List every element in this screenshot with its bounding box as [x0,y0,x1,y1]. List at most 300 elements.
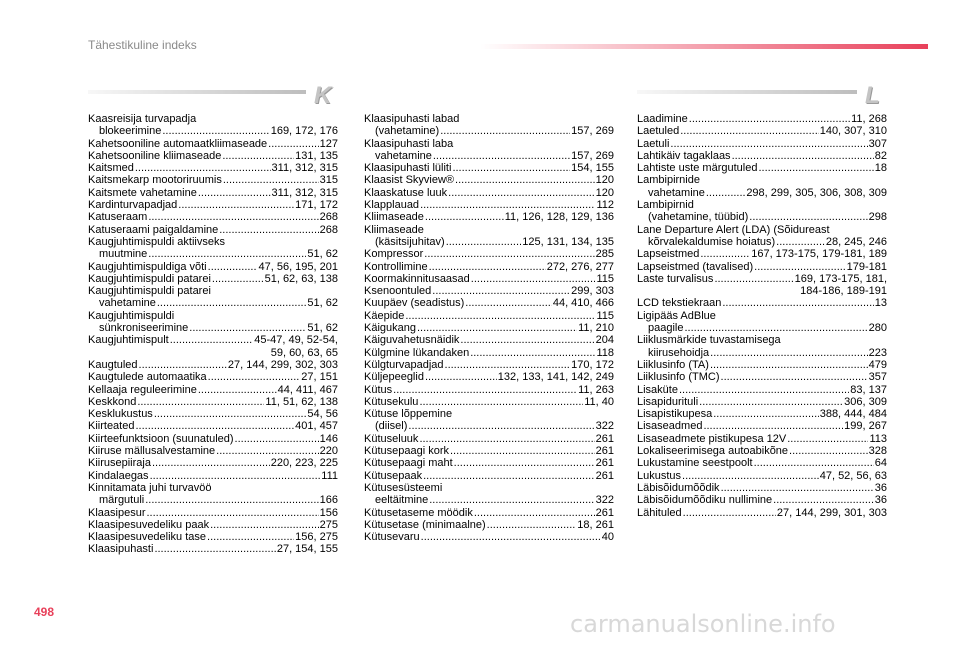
index-entry-term: vahetamine [375,149,432,162]
index-entry [364,162,614,174]
dot-leader [423,470,595,482]
index-entry-term: Kaugtulede automaatika [88,371,207,384]
dot-leader [700,248,750,260]
dot-leader [713,408,818,420]
index-entry [88,396,338,408]
index-entry-term: Kindalaegas [88,469,149,482]
index-entry-pages: 169, 173-175, 181, [794,272,887,285]
index-entry [637,297,887,309]
index-entry-pages: 311, 312, 315 [271,186,338,199]
dot-leader [683,507,776,519]
index-entry [637,199,887,211]
index-entry [364,482,614,494]
dot-leader [454,457,595,469]
dot-leader [465,297,552,309]
index-entry-pages: 299, 303 [571,285,614,298]
dot-leader [689,113,850,125]
index-entry-term: Koormakinnitusaasad [364,272,470,285]
index-entry [364,297,614,309]
index-entry-term: Liiklusinfo (TMC) [637,371,720,384]
index-entry-term: Kahetsooniline automaatkliimaseade [88,137,268,150]
index-entry-term: Lukustus [637,469,682,482]
index-entry-term: (vahetamine) [375,125,440,138]
dot-leader [487,519,577,531]
index-entry-pages: 307 [868,137,887,150]
dot-leader [222,150,294,162]
index-entry-pages: 36 [874,494,887,507]
dot-leader [471,273,596,285]
index-entry-term: Kiiruse mällusalvestamine [88,445,216,458]
index-entry-pages: 156 [319,506,338,519]
dot-leader [758,162,873,174]
index-entry [364,420,614,432]
index-entry-pages: 11, 263 [578,383,614,396]
index-entry [637,457,887,469]
dot-leader [721,371,868,383]
index-entry-pages: 261 [595,469,614,482]
index-column-l-1 [364,113,614,543]
index-entry [364,310,614,322]
index-entry-term: Kinnitamata juhi turvavöö [88,481,212,494]
index-entry-term: Kaugjuhtimispuldi aktiivseks [88,235,225,248]
index-entry-pages: 11, 51, 62, 138 [265,395,338,408]
index-entry-term: Lane Departure Alert (LDA) (Sõidureast [637,223,830,236]
index-entry-term: Kütusesüsteemi [364,481,443,494]
index-entry-pages: 44, 410, 466 [552,297,614,310]
index-entry-pages: 11, 268 [851,113,887,125]
index-entry-term: Lahtikäiv tagaklaas [637,149,731,162]
dot-leader [429,494,594,506]
index-entry-pages: 47, 52, 56, 63 [819,469,887,482]
index-entry-pages: 45-47, 49, 52-54, [254,334,338,347]
index-entry-pages: 82 [874,149,887,162]
dot-leader [419,396,583,408]
index-entry [88,371,338,383]
index-entry-pages: 268 [319,211,338,224]
index-entry [637,138,887,150]
section-letter-l: L [865,82,880,109]
index-entry [88,507,338,519]
index-entry-pages: 166 [319,494,338,507]
index-entry-term: Klaaskatuse luuk [364,186,448,199]
dot-leader [754,261,845,273]
index-entry-term: vahetamine [99,297,156,310]
index-entry-pages: 220 [319,445,338,458]
dot-leader [148,248,306,260]
index-entry [637,125,887,137]
index-entry [88,273,338,285]
index-entry [364,187,614,199]
index-entry [88,199,338,211]
index-entry-term: Lambipirnide [637,174,700,187]
index-entry [364,494,614,506]
index-entry [88,248,338,260]
index-entry-term: Lisapidurituli [637,395,699,408]
index-entry [637,211,887,223]
index-entry-pages: 27, 144, 299, 302, 303 [227,358,338,371]
index-entry [364,285,614,297]
dot-leader [170,334,253,346]
index-entry-pages: 268 [319,223,338,236]
index-entry-pages: 322 [595,494,614,507]
index-entry-pages: 51, 62 [307,297,338,310]
dot-leader [776,236,825,248]
dot-leader [393,384,577,396]
index-entry-term: vahetamine [648,186,705,199]
dot-leader [680,125,818,137]
index-entry [637,113,887,125]
index-entry-pages: 51, 62, 63, 138 [264,272,338,285]
index-entry [88,433,338,445]
index-entry-term: Kiirteefunktsioon (suunatuled) [88,432,234,445]
index-entry [637,310,887,322]
index-entry-pages: 40 [601,531,614,544]
index-entry-term: Käepide [364,309,405,322]
index-entry [364,470,614,482]
index-entry-pages: 11, 210 [578,322,614,335]
index-entry-term: Klaasipuhasti laba [364,137,454,150]
index-entry-pages: 167, 173-175, 179-181, 189 [751,248,887,261]
page-header-title: Tähestikuline indeks [88,38,197,52]
index-entry [637,396,887,408]
index-entry-term: Katuseraami paigaldamine [88,223,219,236]
index-entry-pages: 131, 135 [295,149,338,162]
index-entry [88,519,338,531]
index-entry [88,322,338,334]
index-entry-term: Lisaküte [637,383,678,396]
index-entry [88,138,338,150]
index-entry-term: Ksenoontuled [364,285,432,298]
dot-leader [433,150,570,162]
index-entry-term: Lokaliseerimisega autoabikõne [637,445,789,458]
section-letter-k: K [314,82,332,109]
index-column-l-2 [637,113,887,519]
index-entry-term: Läbisõidumõõdik [637,481,720,494]
index-entry [88,445,338,457]
index-entry [88,187,338,199]
index-entry-pages: 18, 261 [577,518,614,531]
index-entry-pages: 28, 245, 246 [825,235,887,248]
dot-leader [421,531,601,543]
index-entry-pages: 388, 444, 484 [819,408,887,421]
dot-leader [162,125,269,137]
index-entry-pages: 315 [319,174,338,187]
dot-leader [405,310,595,322]
index-entry-term: Külgturvapadjad [364,358,444,371]
index-entry [364,248,614,260]
index-entry-term: Külgmine lükandaken [364,346,470,359]
index-entry-term: (diisel) [375,420,408,433]
dot-leader [408,420,594,432]
index-entry [364,125,614,137]
dot-leader [448,187,594,199]
index-entry [364,174,614,186]
index-entry [88,457,338,469]
index-entry [88,224,338,236]
dot-leader [732,150,874,162]
index-entry-pages: 47, 56, 195, 201 [258,260,338,273]
index-entry [88,347,338,359]
index-entry-pages: 54, 56 [307,408,338,421]
index-entry-pages: 298, 299, 305, 306, 308, 309 [746,186,887,199]
dot-leader [198,384,277,396]
section-band-k [88,84,338,108]
dot-leader [703,420,843,432]
index-entry [364,261,614,273]
dot-leader [148,211,318,223]
index-entry-term: Kuupäev (seadistus) [364,297,465,310]
index-entry-term: Klaasipuhasti labad [364,113,460,125]
dot-leader [754,457,874,469]
dot-leader [445,359,571,371]
dot-leader [154,408,307,420]
index-entry [364,396,614,408]
dot-leader [419,433,594,445]
index-entry [88,384,338,396]
index-entry-term: kiirusehoidja [648,346,710,359]
index-entry-pages: 27, 144, 299, 301, 303 [776,506,887,519]
index-entry [364,408,614,420]
page-number: 498 [34,605,55,619]
index-entry-term: Laste turvalisus [637,272,714,285]
index-entry-pages: 36 [874,481,887,494]
index-entry-pages: 156, 275 [295,531,338,544]
index-entry-term: Keskkond [88,395,137,408]
dot-leader [157,297,307,309]
index-entry-term: Klaasipesuvedeliku paak [88,518,210,531]
index-entry [637,150,887,162]
index-entry-pages: 51, 62 [307,322,338,335]
index-entry-pages: 280 [868,322,887,335]
dot-leader [235,433,319,445]
index-entry [88,150,338,162]
index-entry-term: Klaasipesuvedeliku tase [88,531,207,544]
watermark: carmanualsonline.info [570,610,836,638]
dot-leader [789,445,868,457]
index-entry-term: Klaasipesur [88,506,146,519]
dot-leader [216,445,318,457]
index-entry-term: muutmine [99,248,148,261]
index-entry-term: Laadimine [637,113,688,125]
index-entry-term: Kütuseluuk [364,432,419,445]
dot-leader [710,347,867,359]
index-entry-pages: 113 [869,432,887,445]
index-entry [88,162,338,174]
index-entry-pages: 125, 131, 134, 135 [522,235,614,248]
index-entry-term: Kütusetase (minimaalne) [364,518,486,531]
index-entry-pages: 13 [874,297,887,310]
index-entry [364,224,614,236]
index-entry [88,359,338,371]
index-entry-pages: 204 [595,334,614,347]
index-entry [88,408,338,420]
index-entry-term: Klaasipuhasti [88,543,154,556]
dot-leader [455,174,595,186]
dot-leader [452,162,570,174]
index-entry [364,433,614,445]
index-entry-pages: 146 [319,432,338,445]
index-entry-pages: 111 [321,469,338,482]
index-entry-pages: 83, 137 [850,383,887,396]
index-entry [88,470,338,482]
index-entry-term: märgutuli [99,494,145,507]
index-entry-term: Kaitsmete vahetamine [88,186,197,199]
index-entry-term: Klaasist Skyview® [364,174,455,187]
index-entry [88,285,338,297]
index-entry [637,162,887,174]
dot-leader [219,224,318,236]
index-entry [364,199,614,211]
index-entry [637,420,887,432]
dot-leader [425,371,497,383]
index-entry [364,507,614,519]
dot-leader [684,322,867,334]
index-entry-term: Küljepeeglid [364,371,424,384]
index-entry-term: Ligipääs AdBlue [637,309,716,322]
index-entry [88,297,338,309]
index-entry [637,445,887,457]
index-entry-pages: 51, 62 [307,248,338,261]
index-entry-term: Kütus [364,383,393,396]
index-entry-pages: 11, 40 [584,395,614,408]
dot-leader [679,384,849,396]
index-entry-pages: 275 [319,518,338,531]
index-entry-term: Kahetsooniline kliimaseade [88,149,222,162]
index-entry [88,236,338,248]
index-entry-term: Kaasreisija turvapadja [88,113,197,125]
index-entry-pages: 27, 151 [301,371,338,384]
index-entry-pages: 11, 126, 128, 129, 136 [504,211,614,224]
index-entry-pages: 18 [874,162,887,175]
dot-leader [135,162,271,174]
index-entry-term: Klaasipuhasti lüliti [364,162,452,175]
index-entry [364,150,614,162]
index-entry-term: Katuseraam [88,211,148,224]
index-entry-term: Lapseistmed (tavalised) [637,260,754,273]
dot-leader [722,297,873,309]
dot-leader [137,396,264,408]
index-entry-pages: 184-186, 189-191 [800,285,887,298]
index-entry-term: Kaugjuhtimispuldiga võti [88,260,207,273]
index-entry-pages: 115 [596,272,614,285]
index-entry-pages: 118 [596,346,614,359]
index-entry-pages: 479 [868,358,887,371]
index-entry [88,494,338,506]
index-entry [364,531,614,543]
index-entry-term: Kellaaja reguleerimine [88,383,197,396]
index-entry-pages: 120 [595,174,614,187]
index-entry-pages: 322 [595,420,614,433]
index-entry-term: Kütusekulu [364,395,419,408]
index-entry-term: Laetuli [637,137,670,150]
dot-leader [460,334,594,346]
index-entry-term: Kaugjuhtimispult [88,334,169,347]
index-entry-pages: 44, 411, 467 [277,383,338,396]
section-band-l [637,84,887,108]
index-entry [88,543,338,555]
index-entry [364,347,614,359]
dot-leader [773,494,874,506]
index-entry-term: Kiirteated [88,420,135,433]
index-entry [637,236,887,248]
dot-leader [208,261,258,273]
index-entry-term: Lukustamine seestpoolt [637,457,753,470]
index-entry-pages: 298 [868,211,887,224]
index-entry [364,322,614,334]
dot-leader [432,285,570,297]
index-entry [364,211,614,223]
index-entry-pages: 357 [868,371,887,384]
index-entry [88,211,338,223]
dot-leader [710,359,868,371]
dot-leader [699,396,843,408]
dot-leader [223,174,319,186]
index-entry-pages: 261 [595,432,614,445]
index-entry [364,236,614,248]
index-entry-pages: 261 [595,445,614,458]
index-entry-pages: 306, 309 [844,395,887,408]
index-entry [637,433,887,445]
index-entry [88,174,338,186]
index-entry-term: Käigukang [364,322,416,335]
index-entry [637,347,887,359]
index-entry [88,261,338,273]
index-entry-term: Kaugjuhtimispuldi patarei [88,272,211,285]
index-entry-pages: 27, 154, 155 [276,543,338,556]
index-entry-term: Kütusepaagi kork [364,445,449,458]
index-entry-term: Liiklusmärkide tuvastamisega [637,334,781,347]
index-entry-term: Kütusepaagi maht [364,457,453,470]
index-entry-term: eeltäitmine [375,494,429,507]
dot-leader [425,211,504,223]
index-entry [637,334,887,346]
dot-leader [470,347,595,359]
index-entry [637,384,887,396]
dot-leader [446,236,522,248]
index-entry-pages: 311, 312, 315 [271,162,338,175]
dot-leader [682,470,819,482]
dot-leader [706,187,745,199]
index-entry-pages: 171, 172 [295,199,338,212]
index-entry-pages: 64 [874,457,887,470]
index-entry-term: blokeerimine [99,125,162,138]
index-entry-pages: 199, 267 [844,420,887,433]
dot-leader [208,371,301,383]
dot-leader [450,445,595,457]
index-entry [88,125,338,137]
dot-leader [210,519,319,531]
index-entry-term: (vahetamine, tüübid) [648,211,749,224]
index-entry [637,174,887,186]
index-entry [88,334,338,346]
index-entry-term: Kaugjuhtimispuldi patarei [88,285,211,298]
index-entry-term: Kontrollimine [364,260,428,273]
dot-leader [152,457,270,469]
dot-leader [424,248,594,260]
index-entry [364,371,614,383]
dot-leader [749,211,867,223]
index-entry-pages: 157, 269 [571,125,614,138]
dot-leader [178,199,294,211]
index-entry [88,420,338,432]
index-entry-pages: 261 [595,457,614,470]
index-entry-term: Lisapistikupesa [637,408,713,421]
index-entry [637,187,887,199]
index-entry-term: Lapseistmed [637,248,700,261]
index-entry-pages: 328 [868,445,887,458]
dot-leader [429,261,546,273]
index-entry [88,482,338,494]
